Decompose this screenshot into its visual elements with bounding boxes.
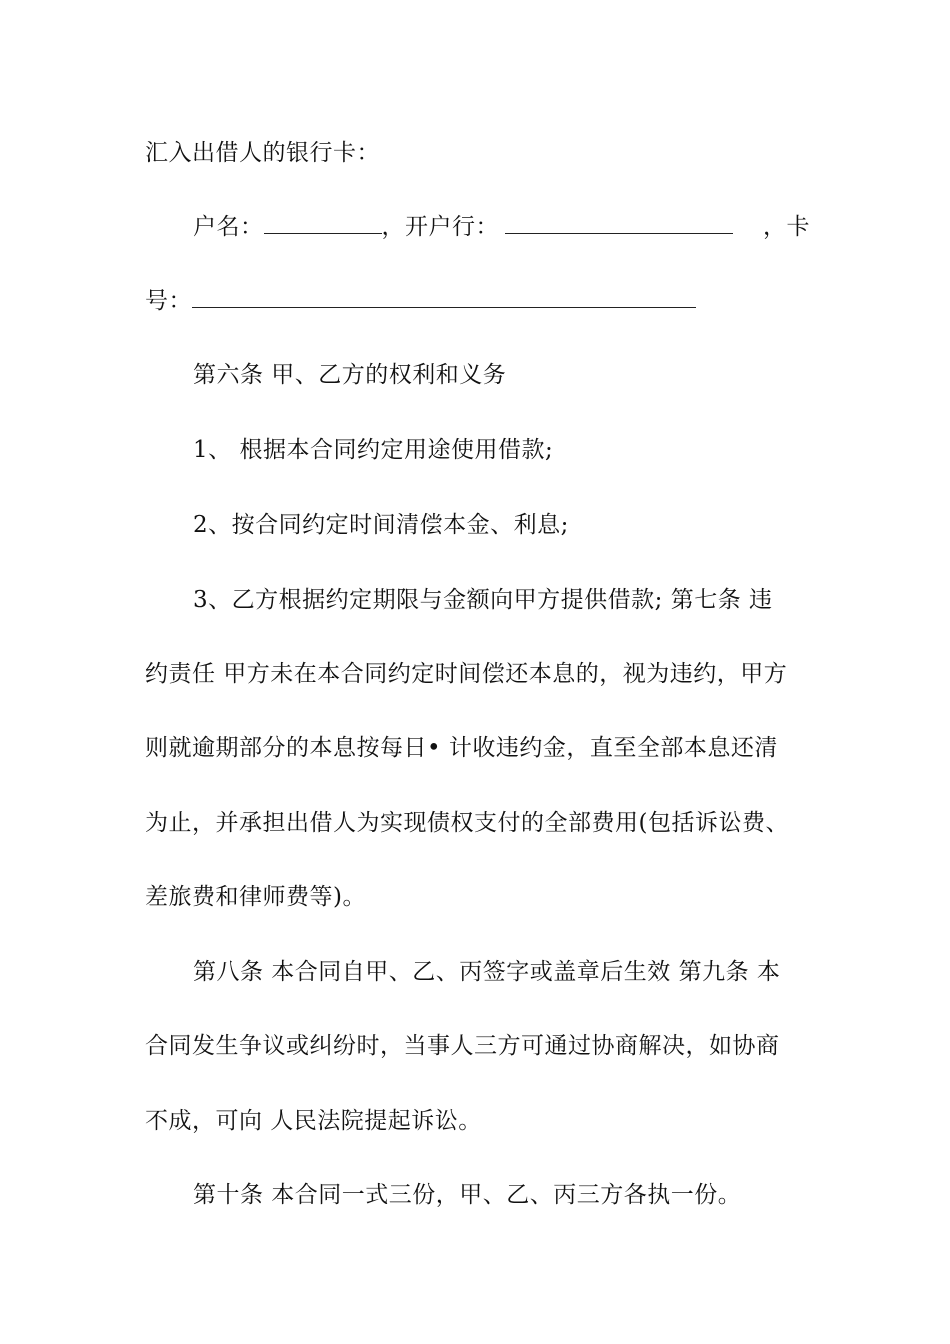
article-7-line-5: 差旅费和律师费等)。: [145, 884, 366, 910]
account-info-line: [193, 212, 810, 242]
card-label-end: 号：: [145, 288, 192, 314]
bank-blank: [505, 215, 733, 234]
article-6-item-1: 1、 根据本合同约定用途使用借款;: [193, 437, 554, 463]
article-6-item-3: 3、乙方根据约定期限与金额向甲方提供借款; 第七条 违: [193, 587, 773, 613]
account-name-blank: [264, 215, 382, 234]
account-name-label: 户名：: [193, 214, 264, 240]
article-7-line-3: 则就逾期部分的本息按每日• 计收违约金，直至全部本息还清: [145, 735, 778, 761]
article-9-line-3: 不成，可向 人民法院提起诉讼。: [145, 1108, 482, 1134]
bank-transfer-line: 汇入出借人的银行卡：: [145, 140, 380, 166]
card-number-line: [145, 286, 810, 316]
article-6-item-2: 2、按合同约定时间清偿本金、利息;: [193, 512, 569, 538]
bank-label: ，开户行：: [381, 214, 499, 240]
article-7-line-4: 为止，并承担出借人为实现债权支付的全部费用(包括诉讼费、: [145, 810, 789, 836]
article-10: 第十条 本合同一式三份，甲、乙、丙三方各执一份。: [193, 1182, 742, 1208]
article-7-line-2: 约责任 甲方未在本合同约定时间偿还本息的，视为违约，甲方: [145, 661, 788, 687]
article-6-title: 第六条 甲、乙方的权利和义务: [193, 362, 507, 388]
article-9-line-2: 合同发生争议或纠纷时，当事人三方可通过协商解决，如协商: [145, 1033, 780, 1059]
card-label-start: ，卡: [763, 214, 810, 240]
card-number-blank: [192, 289, 696, 308]
article-8-line-1: 第八条 本合同自甲、乙、丙签字或盖章后生效 第九条 本: [193, 959, 781, 985]
